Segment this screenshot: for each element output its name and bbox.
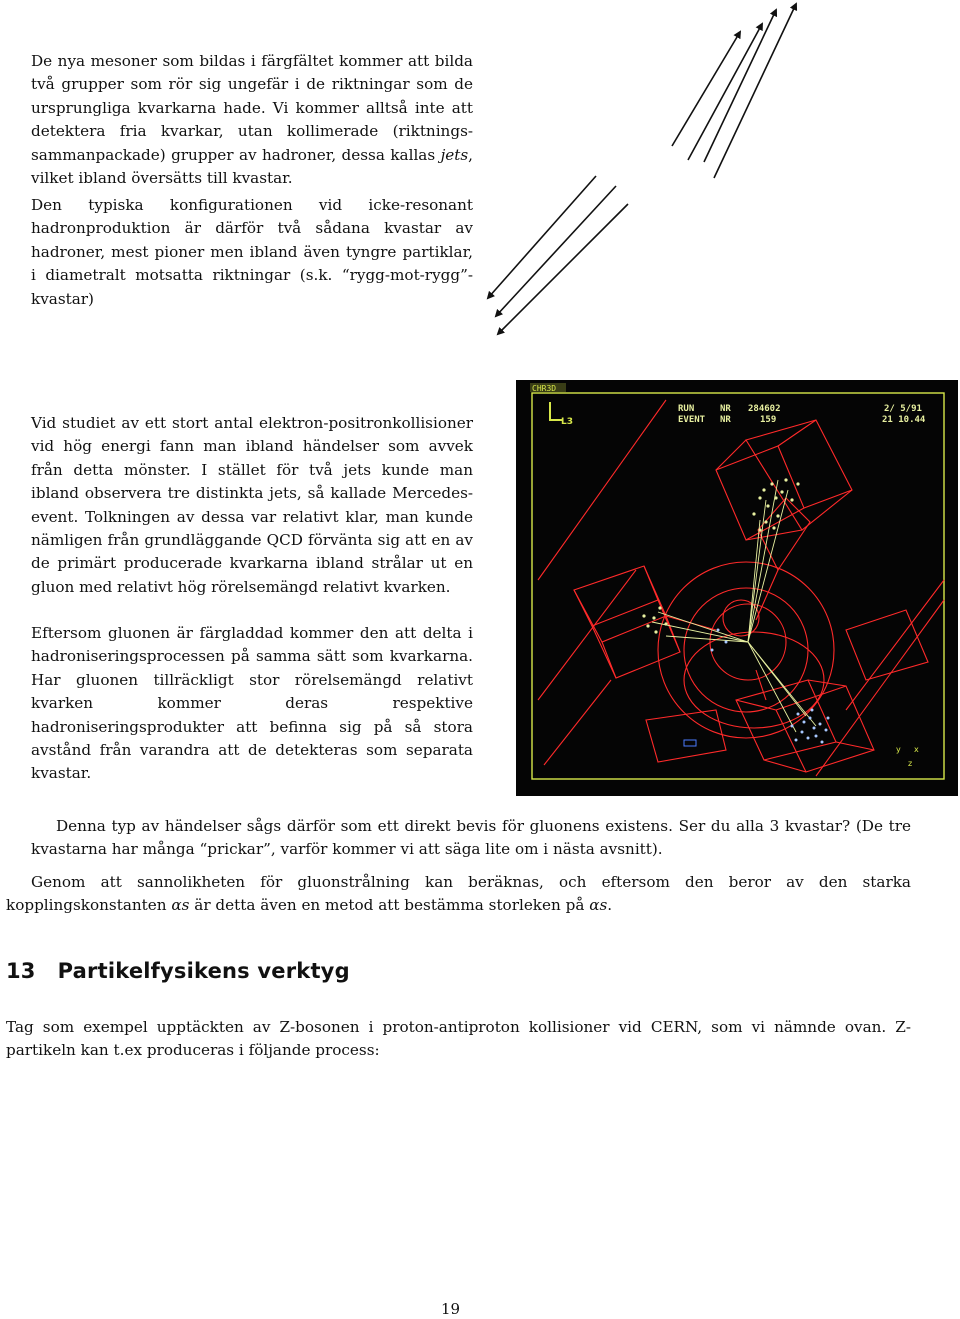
gluon-paragraph: Eftersom gluonen är färgladdad kommer den att delta i hadroniseringsprocessen på samma sätt som kvarkarna. Har gluonen tillräckligt stor rörelsemängd relativt kvarken kommer deras respektive hadroniseringsprodukter att befinna sig på så stora avstånd från varandra att de detekteras som separata kvastar. <box>31 624 473 783</box>
intro-text-1: De nya mesoner som bildas i färgfältet kommer att bilda två grupper som rör sig ungefär i de riktningar som de ursprungliga kvarkarna hade. Vi kommer alltså inte att detektera fria kvarkar, utan kollimerade (riktnings-sammanpackade) grupper av hadroner, dessa kallas <box>31 52 473 164</box>
mercedes-paragraph: Vid studiet av ett stort antal elektron-positronkollisioner vid hög energi fann man ibland händelser som avvek från detta mönster. I stället för två jets kunde man ibland observera tre distinkta jets, så kallade Mercedes-event. Tolkningen av dessa var relativt klar, man kunde nämligen från grundläggande QCD förvänta sig att en av de primärt producerade kvarkarna ibland strålar ut en gluon med relativt hög rörelsemängd relativt kvarken. <box>31 414 473 596</box>
run-label: RUN <box>678 404 695 414</box>
section-number: 13 <box>6 959 36 983</box>
jet-arrow <box>496 186 616 316</box>
axis-y-label: y <box>896 745 901 754</box>
event-date: 2/ 5/91 <box>884 404 922 414</box>
jet-arrow <box>672 32 740 146</box>
axis-z-label: z <box>908 759 913 768</box>
back-to-back-jets-diagram <box>478 0 960 350</box>
alpha-text-1: Genom att sannolikheten för gluonstrålning kan beräknas, och eftersom den beror av den starka kopplingskonstanten <box>6 873 911 915</box>
jet-arrow <box>688 24 762 160</box>
intro-text-2: , vilket ibland översätts till kvastar. <box>31 145 473 188</box>
nr-label-2: NR <box>720 415 731 425</box>
l3-event-display <box>516 380 958 796</box>
jet-arrow <box>488 176 596 298</box>
alpha-text-3: . <box>607 896 613 915</box>
tag-paragraph: Tag som exempel upptäckten av Z-bosonen i proton-antiproton kollisioner vid CERN, som vi nämnde ovan. Z-partikeln kan t.ex produceras i följande process: <box>6 1018 911 1060</box>
section-title: Partikelfysikens verktyg <box>57 959 350 983</box>
config-paragraph: Den typiska konfigurationen vid icke-resonant hadronproduktion är därför två sådana kvastar av hadroner, mest pioner men ibland även tyngre partiklar, i diametralt motsatta riktningar (s.k. “rygg-mot-rygg”-kvastar) <box>31 196 473 308</box>
nr-label-1: NR <box>720 404 731 414</box>
top-label: CHR3D <box>532 384 557 393</box>
alpha-s-symbol: αs <box>589 896 608 915</box>
event-label: EVENT <box>678 415 706 425</box>
jet-arrow <box>498 204 628 334</box>
event-time: 21 10.44 <box>882 415 926 425</box>
jets-term: jets <box>440 145 469 164</box>
alpha-s-symbol: αs <box>171 896 190 915</box>
run-number: 284602 <box>748 404 781 414</box>
l3-logo-text: L3 <box>561 417 573 427</box>
section-heading <box>6 959 350 983</box>
page-number: 19 <box>441 1300 461 1318</box>
alpha-paragraph <box>6 871 911 918</box>
evidence-paragraph: Denna typ av händelser sågs därför som ett direkt bevis för gluonens existens. Ser du alla 3 kvastar? (De tre kvastarna har många “prickar”, varför kommer vi att säga lite om i nästa avsnitt). <box>31 817 911 859</box>
event-number: 159 <box>760 415 777 425</box>
alpha-text-2: är detta även en metod att bestämma storleken på <box>189 896 590 915</box>
axis-x-label: x <box>914 745 919 754</box>
event-background <box>516 380 958 796</box>
intro-paragraph <box>31 50 473 190</box>
